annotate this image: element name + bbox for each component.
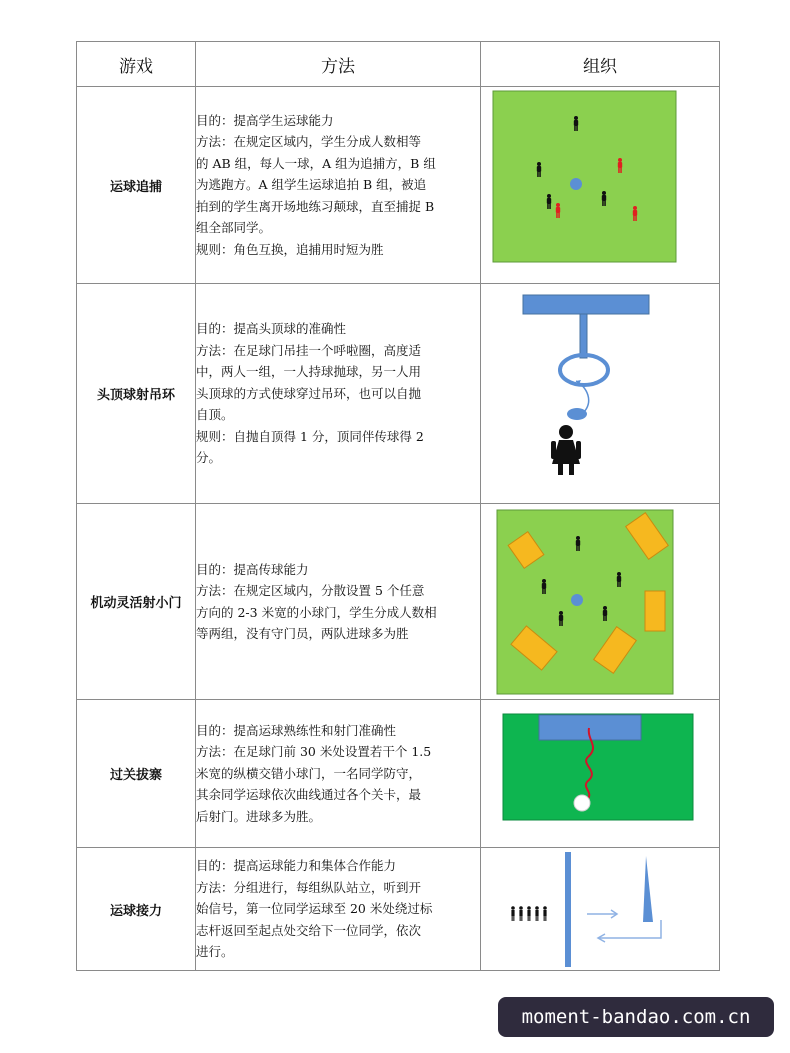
method-line: 方法：在足球门吊挂一个呼啦圈，高度适 bbox=[196, 342, 422, 358]
method-line: 中，两人一组，一人持球抛球，另一人用 bbox=[196, 364, 422, 380]
table-row bbox=[77, 87, 720, 284]
ball bbox=[574, 795, 590, 811]
method-line: 目的：提高传球能力 bbox=[196, 561, 309, 577]
method-cell bbox=[196, 284, 481, 504]
games-table bbox=[76, 41, 720, 971]
method-line: 的 AB 组，每人一球，A 组为追捕方，B 组 bbox=[196, 155, 436, 171]
method-line: 等两组，没有守门员，两队进球多为胜 bbox=[196, 626, 409, 641]
method-line: 目的：提高学生运球能力 bbox=[196, 112, 334, 128]
player-icon bbox=[519, 906, 523, 921]
method-cell bbox=[196, 700, 481, 848]
method-line: 方法：在规定区域内，学生分成人数相等 bbox=[196, 134, 422, 150]
method-line: 后射门。进球多为胜。 bbox=[196, 808, 322, 824]
player-column bbox=[511, 906, 547, 921]
header-game: 游戏 bbox=[77, 42, 196, 87]
method-line: 规则：自抛自顶得 1 分，顶同伴传球得 2 bbox=[196, 428, 424, 444]
method-line: 始信号，第一位同学运球至 20 米处绕过标 bbox=[196, 901, 433, 917]
relay-diagram bbox=[481, 848, 720, 971]
ball bbox=[570, 178, 582, 190]
go-arrow bbox=[587, 910, 617, 918]
method-line: 米宽的纵横交错小球门，一名同学防守， bbox=[196, 765, 422, 781]
method-line: 头顶球的方式使球穿过吊环，也可以自抛 bbox=[196, 385, 422, 401]
method-line: 目的：提高运球熟练性和射门准确性 bbox=[196, 722, 397, 738]
organization-cell bbox=[481, 284, 720, 504]
method-cell bbox=[196, 504, 481, 700]
chase-field-diagram bbox=[481, 87, 720, 284]
method-line: 规则：角色互换，追捕用时短为胜 bbox=[196, 241, 384, 257]
organization-cell bbox=[481, 87, 720, 284]
player-figure bbox=[551, 425, 581, 475]
pass-checkpoints-diagram bbox=[481, 700, 720, 848]
table-row bbox=[77, 504, 720, 700]
game-name: 运球接力 bbox=[77, 848, 196, 971]
ball bbox=[567, 408, 587, 420]
game-name: 头顶球射吊环 bbox=[77, 284, 196, 504]
marker-pole bbox=[643, 856, 653, 922]
game-name: 机动灵活射小门 bbox=[77, 504, 196, 700]
hoop bbox=[560, 355, 608, 385]
method-line: 为逃跑方。A 组学生运球追拍 B 组，被追 bbox=[196, 177, 427, 193]
player-icon bbox=[543, 906, 547, 921]
small-goals-diagram bbox=[481, 504, 720, 700]
return-arrow bbox=[598, 920, 661, 942]
watermark: moment-bandao.com.cn bbox=[498, 997, 774, 1037]
hanging-rope bbox=[580, 314, 587, 358]
table-row bbox=[77, 848, 720, 971]
player-icon bbox=[511, 906, 515, 921]
header-hoop-diagram bbox=[481, 284, 720, 504]
method-line: 组全部同学。 bbox=[196, 220, 272, 236]
header-organization: 组织 bbox=[481, 42, 720, 87]
player-icon bbox=[535, 906, 539, 921]
method-line: 其余同学运球依次曲线通过各个关卡，最 bbox=[196, 787, 422, 803]
game-name: 运球追捕 bbox=[77, 87, 196, 284]
method-line: 拍到的学生离开场地练习颠球，直至捕捉 B bbox=[196, 198, 435, 214]
game-name: 过关拔寨 bbox=[77, 700, 196, 848]
small-goal bbox=[645, 591, 665, 631]
table-row bbox=[77, 700, 720, 848]
method-cell bbox=[196, 87, 481, 284]
table-row bbox=[77, 284, 720, 504]
method-line: 自顶。 bbox=[196, 407, 234, 423]
player-icon bbox=[527, 906, 531, 921]
start-line bbox=[565, 852, 571, 967]
method-line: 志杆返回至起点处交给下一位同学，依次 bbox=[196, 922, 422, 938]
header-row bbox=[77, 42, 720, 87]
method-line: 进行。 bbox=[196, 944, 234, 960]
method-line: 分。 bbox=[196, 450, 222, 466]
method-line: 方法：在足球门前 30 米处设置若干个 1.5 bbox=[196, 744, 432, 760]
method-line: 目的：提高运球能力和集体合作能力 bbox=[196, 858, 397, 874]
method-line: 方法：分组进行，每组纵队站立，听到开 bbox=[196, 879, 422, 895]
method-cell bbox=[196, 848, 481, 971]
method-line: 方向的 2-3 米宽的小球门，学生分成人数相 bbox=[196, 604, 437, 620]
goal-crossbar bbox=[523, 295, 649, 314]
header-method: 方法 bbox=[196, 42, 481, 87]
organization-cell bbox=[481, 504, 720, 700]
method-line: 目的：提高头顶球的准确性 bbox=[196, 321, 347, 337]
method-line: 方法：在规定区域内，分散设置 5 个任意 bbox=[196, 583, 425, 598]
organization-cell bbox=[481, 700, 720, 848]
field bbox=[493, 91, 676, 262]
organization-cell bbox=[481, 848, 720, 971]
ball bbox=[571, 594, 583, 606]
